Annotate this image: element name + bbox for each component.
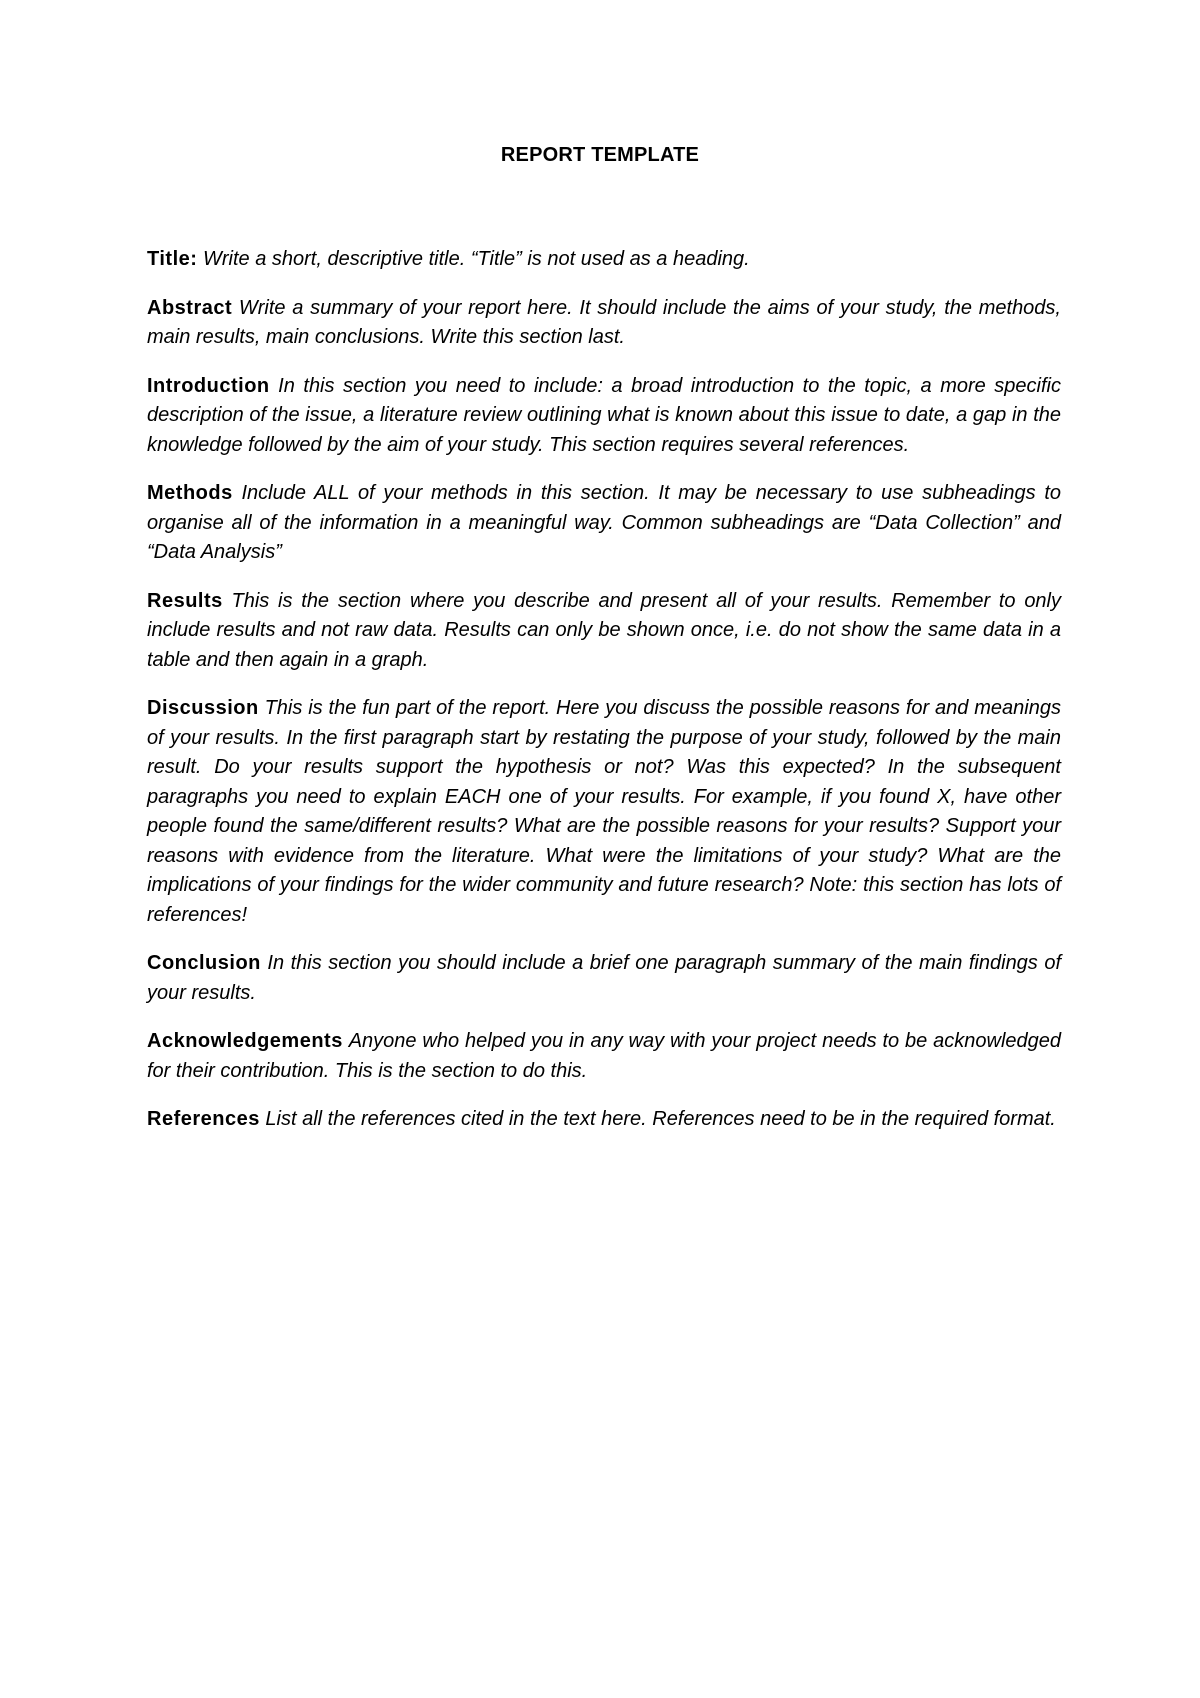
section-text: List all the references cited in the text here. References need to be in the required format. <box>265 1108 1056 1130</box>
section-label: Title: <box>147 248 198 270</box>
document-body <box>147 245 1061 1154</box>
section-acknowledgements <box>147 1027 1061 1086</box>
section-text: Anyone who helped you in any way with your project needs to be acknowledged for their contribution. This is the section to do this. <box>147 1030 1061 1082</box>
section-text: In this section you should include a brief one paragraph summary of the main findings of your results. <box>147 952 1061 1004</box>
section-label: Discussion <box>147 697 259 719</box>
section-methods <box>147 479 1061 568</box>
section-text: In this section you need to include: a broad introduction to the topic, a more specific description of the issue, a literature review outlining what is known about this issue to date, a gap in the knowledge followed by the aim of your study. This section requires several references. <box>147 374 1061 456</box>
section-label: Methods <box>147 482 233 504</box>
section-text: Write a short, descriptive title. “Title” is not used as a heading. <box>202 248 750 270</box>
section-abstract <box>147 294 1061 353</box>
section-label: References <box>147 1108 260 1130</box>
section-results <box>147 587 1061 676</box>
section-label: Results <box>147 589 223 612</box>
section-discussion <box>147 694 1061 930</box>
section-references <box>147 1105 1061 1135</box>
section-label: Introduction <box>147 374 270 397</box>
section-text: This is the section where you describe and present all of your results. Remember to only include results and not raw data. Results can only be shown once, i.e. do not show the same data in a table and then again in a graph. <box>147 589 1062 671</box>
document-title: REPORT TEMPLATE <box>500 144 700 166</box>
section-conclusion <box>147 949 1061 1008</box>
section-text: Include ALL of your methods in this section. It may be necessary to use subheadings to organise all of the information in a meaningful way. Common subheadings are “Data Collection” and “Data Analysis” <box>147 482 1062 563</box>
section-label: Conclusion <box>147 952 261 974</box>
section-label: Abstract <box>147 296 233 319</box>
section-title <box>147 245 1061 275</box>
section-text: This is the fun part of the report. Here you discuss the possible reasons for and meanings of your results. In the first paragraph start by restating the purpose of your study, followed by the main result. Do your results support the hypothesis or not? Was this expected? In the subsequent paragraphs you need to explain EACH one of your results. For example, if you found X, have other people found the same/different results? What are the possible reasons for your results? Support your reasons with evidence from the literature. What were the limitations of your study? What are the implications of your findings for the wider community and future research? Note: this section has lots of references! <box>147 697 1061 926</box>
section-introduction <box>147 372 1061 461</box>
section-label: Acknowledgements <box>147 1030 343 1052</box>
section-text: Write a summary of your report here. It should include the aims of your study, the methods, main results, main conclusions. Write this section last. <box>147 296 1061 348</box>
